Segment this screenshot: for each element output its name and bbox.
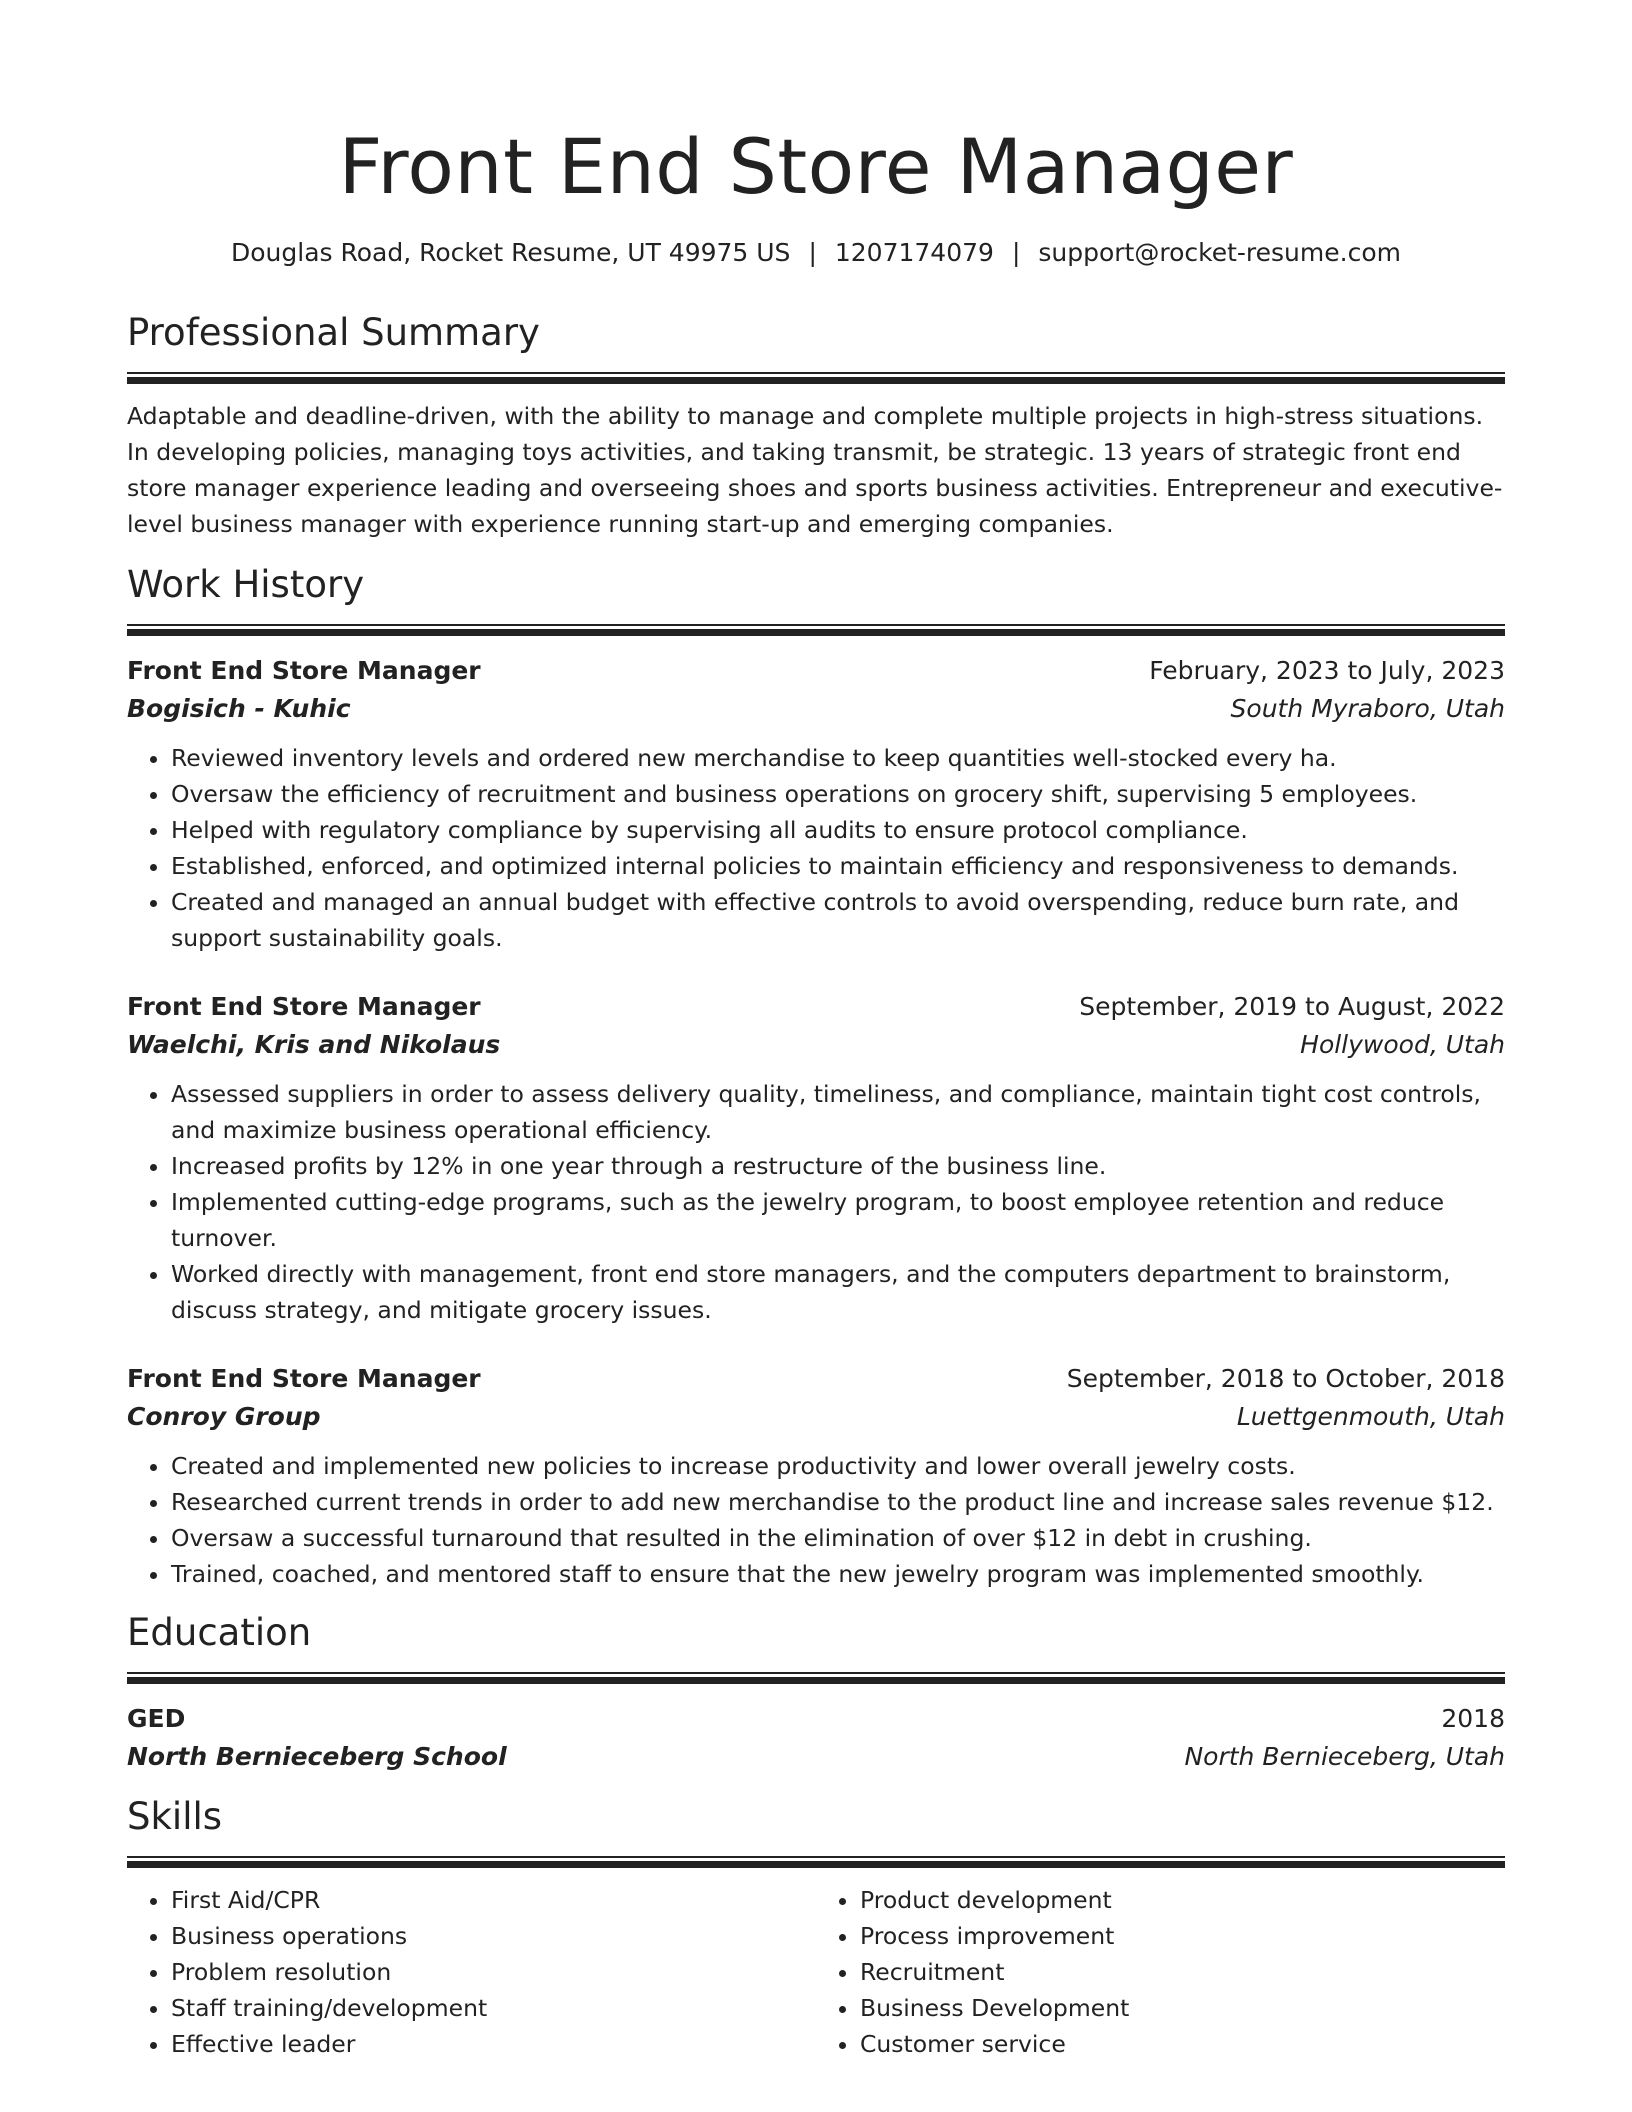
- job-bullets: [127, 1448, 1505, 1592]
- list-item: • Business Development: [860, 1990, 1505, 2026]
- section-title-skills: Skills: [127, 1795, 223, 1838]
- job-title: Front End Store Manager: [127, 1364, 481, 1393]
- section-divider: [127, 624, 1505, 636]
- section-divider: [127, 1672, 1505, 1684]
- section-divider: [127, 372, 1505, 384]
- education-school: North Bernieceberg School: [127, 1742, 507, 1771]
- job-dates: February, 2023 to July, 2023: [1149, 656, 1505, 685]
- education-location: North Bernieceberg, Utah: [1184, 1742, 1505, 1771]
- job-location: Luettgenmouth, Utah: [1236, 1402, 1505, 1431]
- skills-list-left: [127, 1882, 816, 2062]
- contact-phone: 1207174079: [834, 238, 994, 267]
- list-item: • Staff training/development: [171, 1990, 816, 2026]
- job-location: Hollywood, Utah: [1300, 1030, 1505, 1059]
- job-title: Front End Store Manager: [127, 656, 481, 685]
- job-company: Bogisich - Kuhic: [127, 694, 351, 723]
- list-item: • First Aid/CPR: [171, 1882, 816, 1918]
- job-company: Waelchi, Kris and Nikolaus: [127, 1030, 501, 1059]
- contact-line: [127, 236, 1505, 270]
- resume-name: Front End Store Manager: [338, 122, 1294, 211]
- summary-section: [127, 308, 1505, 542]
- job-company: Conroy Group: [127, 1402, 321, 1431]
- section-title-education: Education: [127, 1611, 312, 1654]
- list-item: • Created and implemented new policies to increase productivity and lower overall jewelry costs.: [171, 1448, 1505, 1484]
- list-item: • Customer service: [860, 2026, 1505, 2062]
- summary-text: Adaptable and deadline-driven, with the ability to manage and complete multiple projects in high-stress situations. In developing policies, managing toys activities, and taking transmit, be strategic. 13 years of strategic front end store manager experience leading and overseeing shoes and sports business activities. Entrepreneur and executive-level business manager with experience running start-up and emerging companies.: [127, 402, 1503, 538]
- contact-address: Douglas Road, Rocket Resume, UT 49975 US: [231, 238, 791, 267]
- list-item: • Worked directly with management, front end store managers, and the computers department to brainstorm, discuss strategy, and mitigate grocery issues.: [171, 1256, 1505, 1328]
- list-item: • Created and managed an annual budget with effective controls to avoid overspending, reduce burn rate, and support sustainability goals.: [171, 884, 1505, 956]
- education-year: 2018: [1441, 1704, 1505, 1733]
- list-item: • Assessed suppliers in order to assess delivery quality, timeliness, and compliance, maintain tight cost controls, and maximize business operational efficiency.: [171, 1076, 1505, 1148]
- contact-separator: |: [808, 238, 817, 267]
- contact-separator: |: [1011, 238, 1021, 267]
- job-title: Front End Store Manager: [127, 992, 481, 1021]
- list-item: • Oversaw the efficiency of recruitment and business operations on grocery shift, supervising 5 employees.: [171, 776, 1505, 812]
- section-title-work: Work History: [127, 563, 365, 606]
- list-item: • Researched current trends in order to add new merchandise to the product line and increase sales revenue $12.: [171, 1484, 1505, 1520]
- skills-list-right: [816, 1882, 1505, 2062]
- list-item: • Established, enforced, and optimized internal policies to maintain efficiency and responsiveness to demands.: [171, 848, 1505, 884]
- list-item: • Business operations: [171, 1918, 816, 1954]
- skills-columns: [127, 1882, 1505, 2062]
- list-item: • Effective leader: [171, 2026, 816, 2062]
- list-item: • Problem resolution: [171, 1954, 816, 1990]
- education-section: [127, 1608, 1505, 1776]
- list-item: • Reviewed inventory levels and ordered new merchandise to keep quantities well-stocked every ha.: [171, 740, 1505, 776]
- job-dates: September, 2019 to August, 2022: [1079, 992, 1505, 1021]
- list-item: • Process improvement: [860, 1918, 1505, 1954]
- list-item: • Oversaw a successful turnaround that resulted in the elimination of over $12 in debt in crushing.: [171, 1520, 1505, 1556]
- contact-email: support@rocket-resume.com: [1038, 238, 1401, 267]
- education-degree: GED: [127, 1704, 186, 1733]
- job-entry: [127, 988, 1505, 1328]
- list-item: • Implemented cutting-edge programs, such as the jewelry program, to boost employee retention and reduce turnover.: [171, 1184, 1505, 1256]
- work-section: [127, 560, 1505, 1592]
- skills-section: [127, 1792, 1505, 2062]
- education-entry: [127, 1700, 1505, 1776]
- list-item: • Increased profits by 12% in one year through a restructure of the business line.: [171, 1148, 1505, 1184]
- list-item: • Helped with regulatory compliance by supervising all audits to ensure protocol compliance.: [171, 812, 1505, 848]
- job-bullets: [127, 1076, 1505, 1328]
- section-divider: [127, 1856, 1505, 1868]
- job-location: South Myraboro, Utah: [1230, 694, 1505, 723]
- job-entry: [127, 1360, 1505, 1592]
- list-item: • Trained, coached, and mentored staff to ensure that the new jewelry program was implemented smoothly.: [171, 1556, 1505, 1592]
- list-item: • Recruitment: [860, 1954, 1505, 1990]
- list-item: • Product development: [860, 1882, 1505, 1918]
- job-dates: September, 2018 to October, 2018: [1066, 1364, 1505, 1393]
- job-bullets: [127, 740, 1505, 956]
- job-entry: [127, 652, 1505, 956]
- section-title-summary: Professional Summary: [127, 311, 540, 354]
